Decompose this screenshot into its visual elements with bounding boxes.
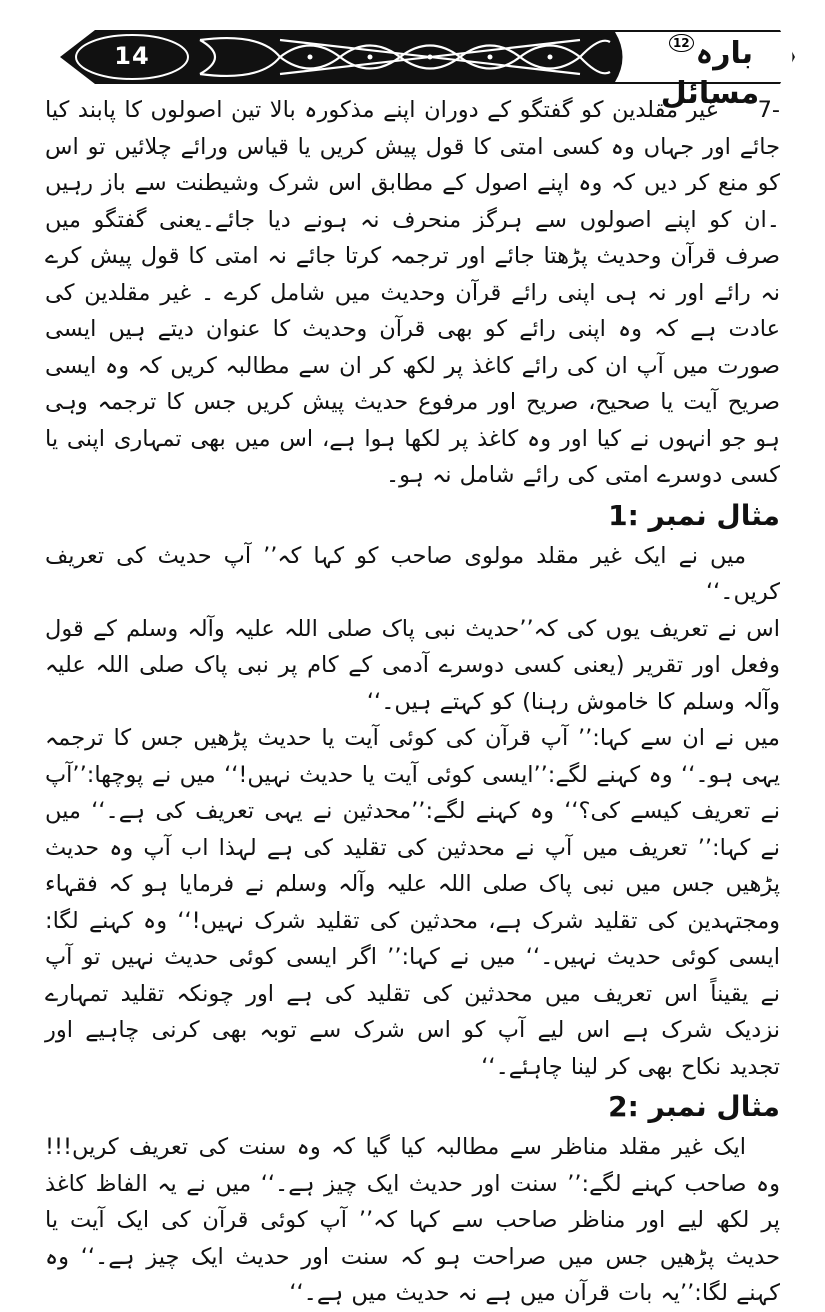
example-1-paragraph-2 <box>45 611 780 721</box>
section-7-text: غیر مقلدین کو گفتگو کے دوران اپنے مذکورہ بالا تین اصولوں کا پابند کیا جائے اور جہاں وہ کسی امتی کا قول پیش کریں یا قیاس ورائے چلائیں تو اس کو منع کر دیں کہ وہ اپنے اصول کے مطابق اس شرک وشیطنت سے باز رہیں ۔ان کو اپنے اصولوں سے ہرگز منحرف نہ ہونے دیا جائے۔یعنی گفتگو میں صرف قرآن وحدیث پڑھتا جائے اور ترجمہ کرتا جائے نہ امتی کا قول پیش کرے نہ رائے اور نہ ہی اپنی رائے قرآن وحدیث میں شامل کرے ۔ غیر مقلدین کی عادت ہے کہ وہ اپنی رائے کو بھی قرآن وحدیث کا عنوان دیتے ہیں ایسی صورت میں آپ ان کی رائے کاغذ پر لکھ کر ان سے مطالبہ کریں کہ وہ ایسی صریح آیت یا صحیح، صریح اور مرفوع حدیث پیش کریں جس کا ترجمہ وہی ہو جو انہوں نے کیا اور وہ کاغذ پر لکھا ہوا ہے، اس میں بھی تمہاری اپنی یا کسی دوسرے امتی کی رائے شامل نہ ہو۔ <box>45 97 780 488</box>
example-1-heading <box>45 494 780 538</box>
example-1-paragraph-2-text: اس نے تعریف یوں کی کہ’’حدیث نبی پاک صلی اللہ علیہ وآلہ وسلم کے قول وفعل اور تقریر (یعنی کسی دوسرے آدمی کے کام پر نبی پاک صلی اللہ علیہ وآلہ وسلم کا خاموش رہنا) کو کہتے ہیں۔‘‘ <box>45 615 780 715</box>
book-title-word1: بارہ <box>695 36 754 71</box>
page-number: 14 <box>114 42 150 70</box>
example-1-paragraph-1-text: میں نے ایک غیر مقلد مولوی صاحب کو کہا کہ’’ آپ حدیث کی تعریف کریں۔‘‘ <box>45 542 780 605</box>
example-1-paragraph-3-text: میں نے ان سے کہا:’’ آپ قرآن کی کوئی آیت یا حدیث پڑھیں جس کا ترجمہ یہی ہو۔‘‘ وہ کہنے لگے:’’ایسی کوئی آیت یا حدیث نہیں!‘‘ میں نے پوچھا:’’آپ نے تعریف کیسے کی؟‘‘ وہ کہنے لگے:’’محدثین نے یہی تعریف کی ہے۔‘‘ میں نے کہا:’’ تعریف میں آپ نے محدثین کی تقلید کی ہے لہذا اب آپ وہ حدیث پڑھیں جس میں نبی پاک صلی اللہ علیہ وآلہ وسلم نے فرمایا ہو کہ فقہاء ومجتہدین کی تقلید شرک ہے، محدثین کی تقلید شرک نہیں!‘‘ وہ کہنے لگا: ایسی کوئی حدیث نہیں۔‘‘ میں نے کہا:’’ اگر ایسی کوئی حدیث نہیں تو آپ نے یقیناً اس تعریف میں محدثین کی تقلید کی ہے اور چونکہ تقلید تمہارے نزدیک شرک ہے اس لیے آپ کو اس شرک سے توبہ بھی کرنی چاہیے اور تجدید نکاح بھی کر لینا چاہئے۔‘‘ <box>45 725 780 1080</box>
book-title-number-badge: 12 <box>669 34 694 52</box>
example-2-heading-label: مثال نمبر <box>648 1090 780 1123</box>
example-1-paragraph-3 <box>45 720 780 1085</box>
example-2-heading-number: 2: <box>608 1090 639 1123</box>
example-2-heading <box>45 1085 780 1129</box>
item-number: 7- <box>757 97 780 123</box>
example-2-paragraph-1-text: ایک غیر مقلد مناظر سے مطالبہ کیا گیا کہ وہ سنت کی تعریف کریں!!! وہ صاحب کہنے لگے:’’ سنت اور حدیث ایک چیز ہے۔‘‘ میں نے یہ الفاظ کاغذ پر لکھ لیے اور مناظر صاحب سے کہا کہ’’ آپ کوئی قرآن کی ایک آیت یا حدیث پڑھیں جس میں صراحت ہو کہ سنت اور حدیث ایک چیز ہے۔‘‘ وہ کہنے لگا:’’یہ بات قرآن میں ہے نہ حدیث میں ہے۔‘‘ <box>45 1134 780 1306</box>
example-1-heading-number: 1: <box>608 498 639 532</box>
example-2-paragraph-1 <box>45 1129 780 1312</box>
book-title-word2: مسائل <box>660 76 760 111</box>
page-body <box>45 92 780 1312</box>
page-header <box>40 22 800 111</box>
example-1-paragraph-1 <box>45 538 780 611</box>
example-1-heading-label: مثال نمبر <box>648 498 780 532</box>
section-7-paragraph <box>45 92 780 494</box>
